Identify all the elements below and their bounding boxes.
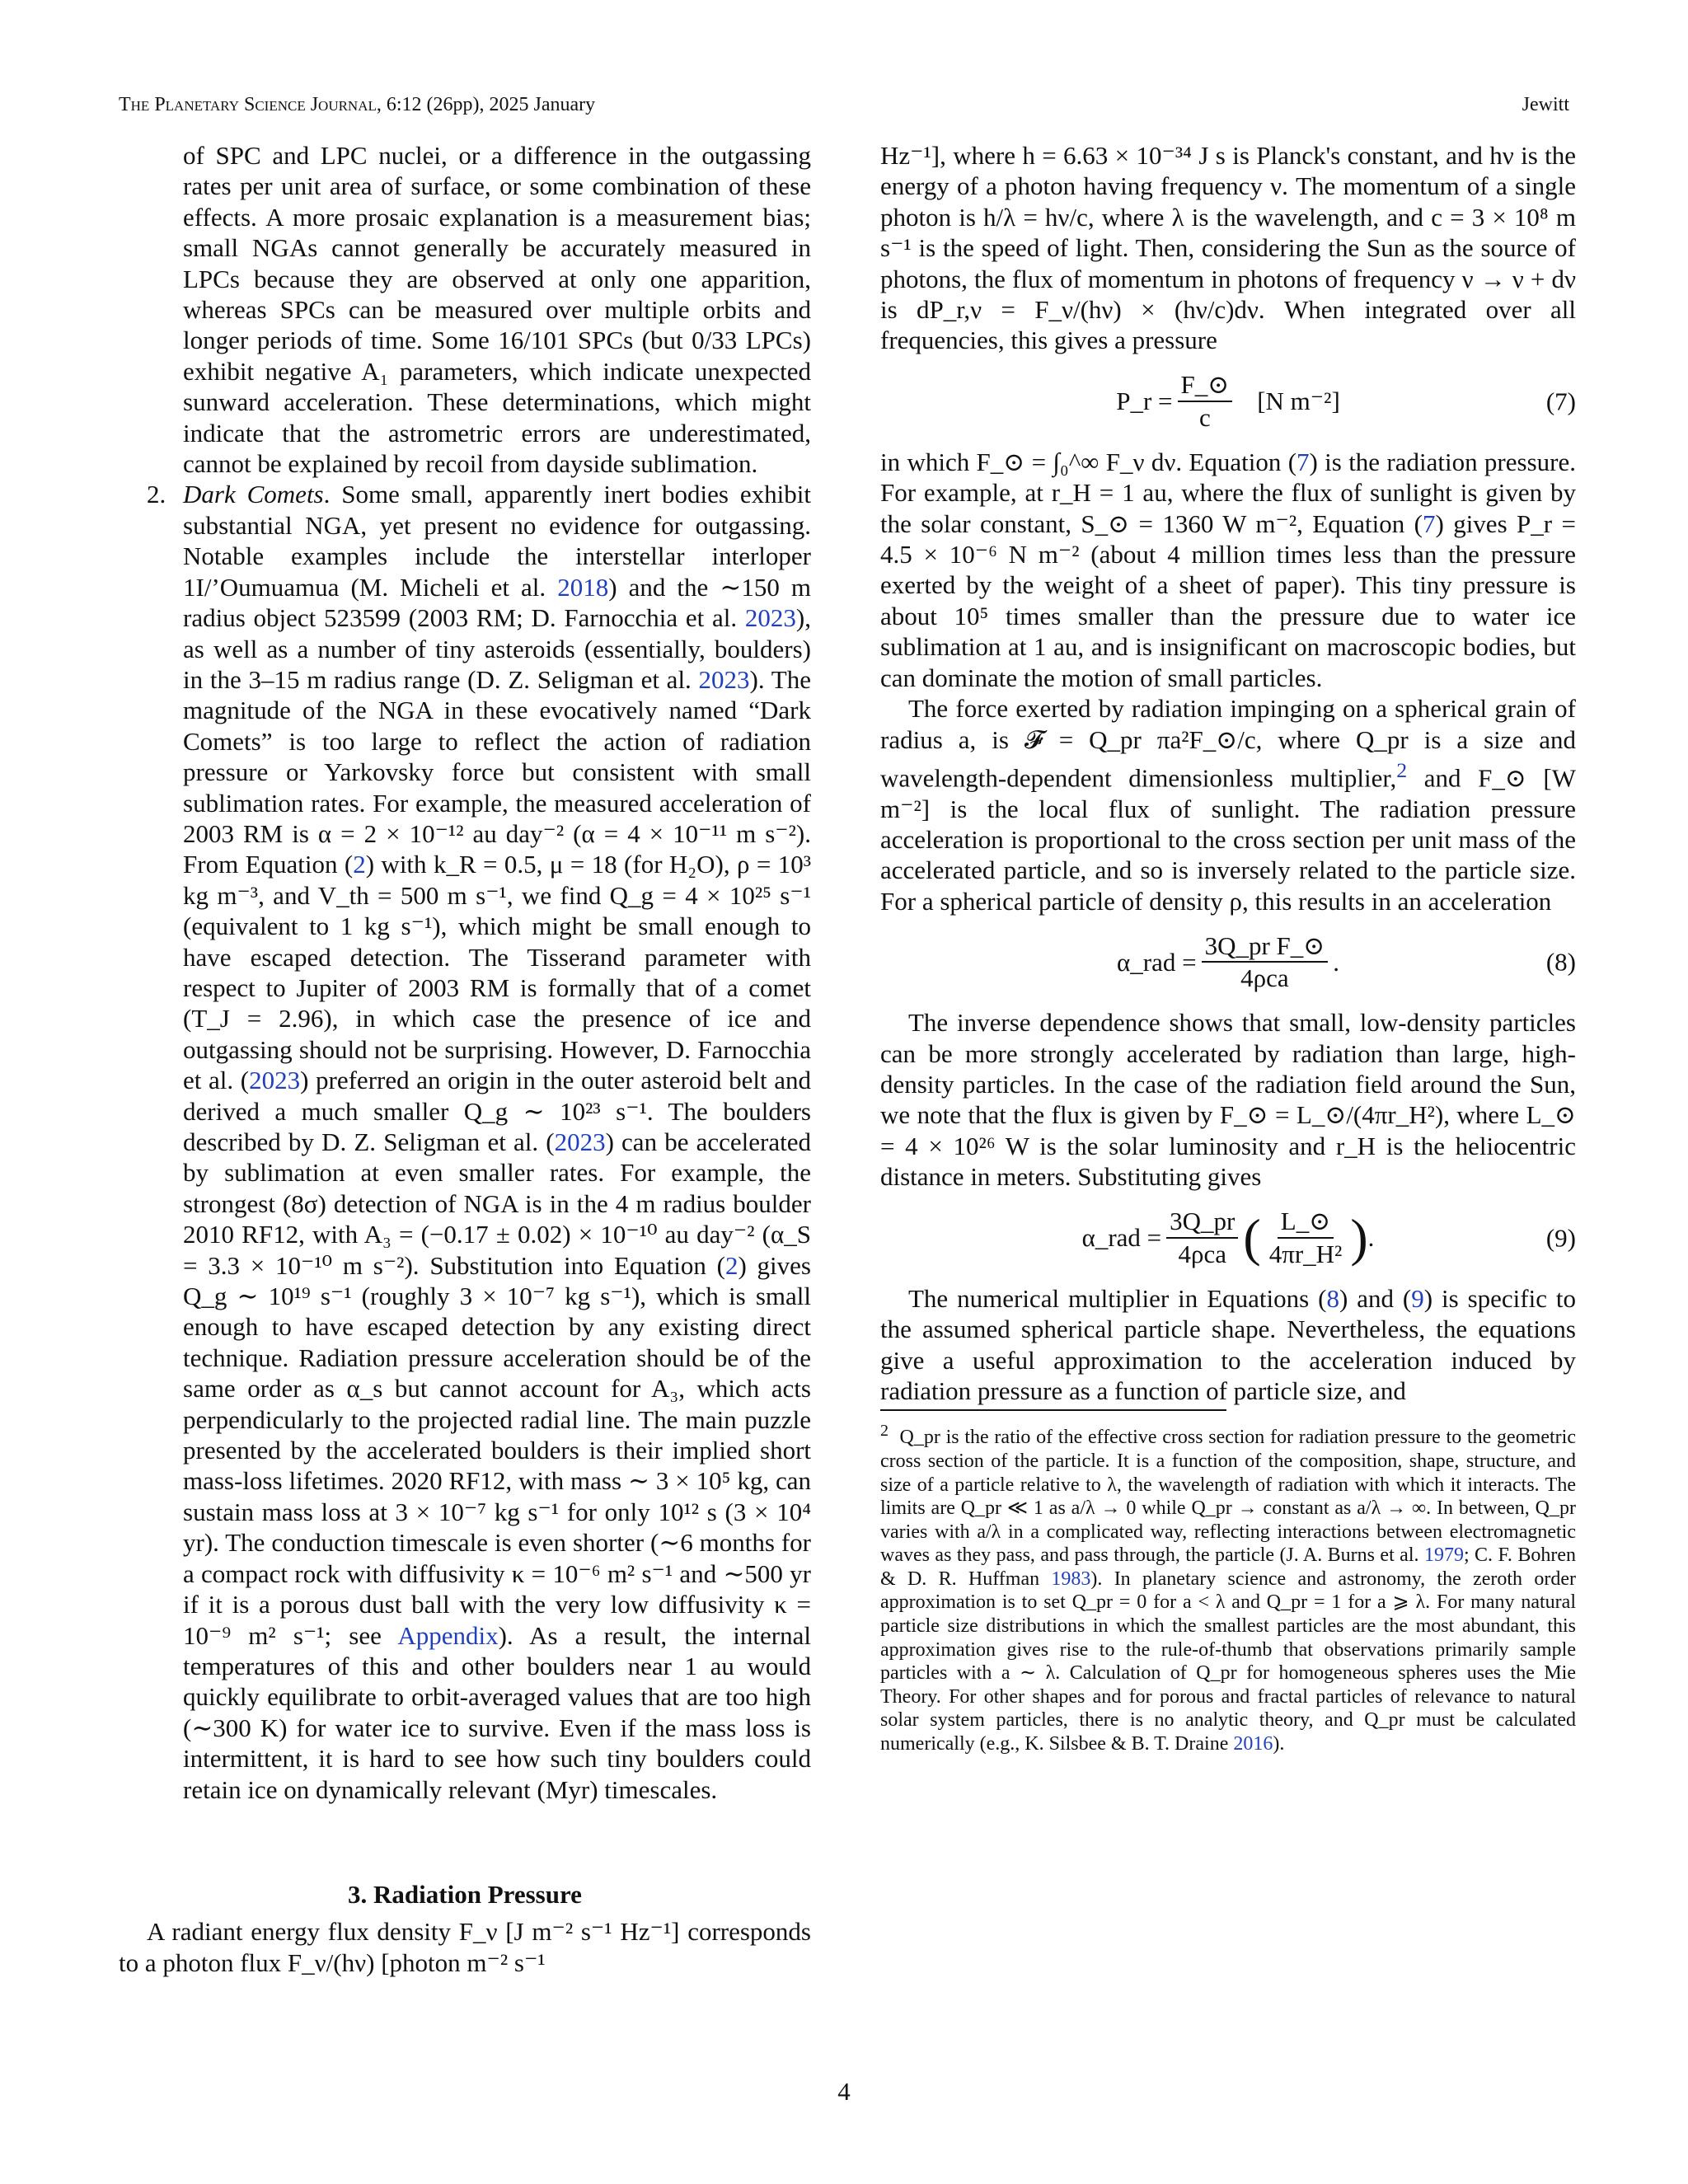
ref-seligman-link[interactable]: 2023 bbox=[698, 664, 750, 694]
eq9-label: (9) bbox=[1545, 1223, 1576, 1252]
paragraph-radiation-pressure bbox=[880, 447, 1576, 693]
footnote-2-link[interactable]: 2 bbox=[1396, 757, 1408, 782]
footnote-text: ). In planetary science and astronomy, the zeroth order approximation is to set Q_pr = 0 for a < λ and Q_pr = 1 for a ⩾ λ. For many natural particle size distributions in which the smallest particles are the most abundant, this approximation gives rise to the rule-of-thumb that observations primarily sample particles with a ∼ λ. Calculation of Q_pr for homogeneous spheres uses the Mie Theory. For other shapes and for porous and fractal particles of relevance to natural solar system particles, there is no analytic theory, and Q_pr must be calculated numerically (e.g., K. Silsbee & B. T. Draine bbox=[880, 1568, 1576, 1755]
eq7-numerator: F_⊙ bbox=[1178, 369, 1233, 401]
ref-equation-7-link[interactable]: 7 bbox=[1296, 447, 1310, 476]
header-author: Jewitt bbox=[1522, 94, 1569, 115]
eq9-numerator-2: L_⊙ bbox=[1278, 1206, 1334, 1238]
eq7-units: [N m⁻²] bbox=[1257, 387, 1340, 416]
section-paragraph: A radiant energy flux density F_ν [J m⁻² s⁻¹ Hz⁻¹] corresponds to a photon flux F_ν/(hν) [photon m⁻² s⁻¹ bbox=[119, 1917, 811, 1977]
equation-7 bbox=[880, 356, 1576, 447]
text-part: and F_⊙ [W m⁻²] is the local flux of sunlight. The radiation pressure acceleration is proportional to the cross section per unit mass of the accelerated particle, and so is inversely related to the particle size. For a spherical particle of density ρ, this results in an acceleration bbox=[880, 763, 1576, 916]
page-number: 4 bbox=[837, 2077, 851, 2106]
equation-9 bbox=[880, 1193, 1576, 1283]
item2-title: Dark Comets bbox=[183, 480, 324, 509]
text-part: The numerical multiplier in Equations ( bbox=[908, 1283, 1327, 1313]
item2-text-part: . Some small, apparently inert bodies exhibit substantial NGA, yet present no evidence for outgassing. Notable examples include the interstellar interloper 1I/’Oumuamua (M. Micheli et al. bbox=[183, 480, 811, 602]
eq7-lhs: P_r = bbox=[1116, 387, 1173, 416]
right-paren: ) bbox=[1350, 1207, 1368, 1267]
footnote-text: ). bbox=[1273, 1733, 1285, 1755]
item2-text-part: ). The magnitude of the NGA in these evocatively named “Dark Comets” is too large to reflect the action of radiation pressure or Yarkovsky force but consistent with small sublimation rates. For example, the measured acceleration of 2003 RM is α = 2 × 10⁻¹² au day⁻² (α = 4 × 10⁻¹¹ m s⁻²). From Equation ( bbox=[183, 664, 811, 879]
item2-text-part: ) and the ∼150 m radius object 523599 (2003 RM; D. Farnocchia et al. bbox=[183, 572, 811, 633]
footnote-divider bbox=[880, 1409, 1226, 1411]
footnote-number: 2 bbox=[880, 1422, 889, 1441]
ref-farnocchia-link[interactable]: 2023 bbox=[744, 603, 796, 633]
eq8-fraction bbox=[1202, 930, 1329, 994]
ref-equation-2-link[interactable]: 2 bbox=[724, 1250, 738, 1280]
text-part: ) gives P_r = 4.5 × 10⁻⁶ N m⁻² (about 4 million times less than the pressure exerted by the weight of a sheet of paper). This tiny pressure is about 10⁵ times smaller than the pressure due to water ice sublimation at 1 au, and is insignificant on macroscopic bodies, but can dominate the motion of small particles. bbox=[880, 509, 1576, 692]
text-part: ) and ( bbox=[1339, 1283, 1412, 1313]
eq9-denominator-1: 4ρca bbox=[1178, 1239, 1227, 1268]
text-part: ) is the radiation pressure. For example, at r_H = 1 au, where the flux of sunlight is given by the solar constant, S_⊙ = 1360 W m⁻², Equation ( bbox=[880, 447, 1576, 538]
equation-8 bbox=[880, 916, 1576, 1007]
eq8-lhs: α_rad = bbox=[1117, 947, 1197, 977]
item2-text-part: ) with k_R = 0.5, μ = 18 (for H₂O), ρ = 10³ kg m⁻³, and V_th = 500 m s⁻¹, we find Q_g = 4 × 10²⁵ s⁻¹ (equivalent to 1 kg s⁻¹), which might be small enough to have escaped detection. The Tisserand parameter with respect to Jupiter of 2003 RM is formally that of a comet (T_J = 2.96), in which case the presence of ice and outgassing should not be surprising. However, D. Farnocchia et al. ( bbox=[183, 850, 812, 1095]
left-paren: ( bbox=[1243, 1207, 1261, 1267]
journal-name: The Planetary Science Journal bbox=[119, 94, 377, 115]
eq9-lhs: α_rad = bbox=[1081, 1223, 1162, 1252]
citation: , 6:12 (26pp), 2025 January bbox=[376, 94, 596, 115]
ref-equation-9-link[interactable]: 9 bbox=[1411, 1283, 1424, 1313]
right-column bbox=[880, 140, 1576, 1756]
footnote-text: Q_pr is the ratio of the effective cross section for radiation pressure to the geometric cross section of the particle. It is a function of the composition, shape, structure, and size of a particle relative to λ, the wavelength of radiation with which it interacts. The limits are Q_pr ≪ 1 as a/λ → 0 while Q_pr → constant as a/λ → ∞. In between, Q_pr varies with a/λ in a complicated way, reflecting interactions between electromagnetic waves as they pass, and pass through, the particle (J. A. Burns et al. bbox=[880, 1427, 1576, 1567]
list-item-1-continued bbox=[119, 140, 811, 479]
eq8-tail: . bbox=[1333, 947, 1339, 977]
item1-text: of SPC and LPC nuclei, or a difference in the outgassing rates per unit area of surface, or some combination of these effects. A more prosaic explanation is a measurement bias; small NGAs cannot generally be accurately measured in LPCs because they are observed at only one apparition, whereas SPCs can be measured over multiple orbits and longer periods of time. Some 16/101 SPCs (but 0/33 LPCs) exhibit negative A₁ parameters, which indicate unexpected sunward acceleration. These determinations, which might indicate that the astrometric errors are underestimated, cannot be explained by recoil from dayside sublimation. bbox=[183, 141, 811, 479]
item2-text-part: ) gives Q_g ∼ 10¹⁹ s⁻¹ (roughly 3 × 10⁻⁷ kg s⁻¹), which is small enough to have escaped detection by any existing direct technique. Radiation pressure acceleration should be of the same order as α_s but cannot account for A₃, which acts perpendicularly to the projected radial line. The main puzzle presented by the accelerated boulders is their implied short mass-loss lifetimes. 2020 RF12, with mass ∼ 3 × 10⁵ kg, can sustain mass loss at 3 × 10⁻⁷ kg s⁻¹ for only 10¹² s (3 × 10⁴ yr). The conduction timescale is even shorter (∼6 months for a compact rock with diffusivity κ = 10⁻⁶ m² s⁻¹ and ∼500 yr if it is a porous dust ball with the very low diffusivity κ = 10⁻⁹ m² s⁻¹; see bbox=[183, 1250, 811, 1650]
eq9-fraction-1 bbox=[1166, 1206, 1238, 1269]
footnote-text: ; C. F. Bohren & D. R. Huffman bbox=[880, 1544, 1576, 1590]
eq8-label: (8) bbox=[1545, 947, 1576, 977]
left-column bbox=[119, 140, 811, 1978]
item2-number: 2. bbox=[147, 480, 166, 509]
text-part: ) is specific to the assumed spherical particle shape. Nevertheless, the equations give a useful approximation to the acceleration induced by radiation pressure as a function of particle size, and bbox=[880, 1283, 1576, 1405]
ref-silsbee-link[interactable]: 2016 bbox=[1233, 1733, 1273, 1755]
item2-text-part: ). As a result, the internal temperatures of this and other boulders near 1 au would quickly equilibrate to orbit-averaged values that are too high (∼300 K) for water ice to survive. Even if the mass loss is intermittent, it is hard to see how such tiny boulders could retain ice on dynamically relevant (Myr) timescales. bbox=[183, 1620, 811, 1804]
section-heading: 3. Radiation Pressure bbox=[348, 1879, 582, 1909]
paragraph-force bbox=[880, 693, 1576, 916]
list-item-2 bbox=[119, 479, 811, 1804]
eq8-denominator: 4ρca bbox=[1240, 963, 1289, 993]
eq9-tail: . bbox=[1367, 1223, 1375, 1252]
running-header bbox=[119, 94, 595, 116]
item2-text bbox=[183, 479, 811, 1804]
ref-bohren-link[interactable]: 1983 bbox=[1051, 1568, 1091, 1590]
eq8-numerator: 3Q_pr F_⊙ bbox=[1202, 930, 1329, 963]
item2-text-part: ), as well as a number of tiny asteroids (essentially, boulders) in the 3–15 m radius range (D. Z. Seligman et al. bbox=[183, 603, 811, 694]
eq9-numerator-1: 3Q_pr bbox=[1166, 1206, 1238, 1238]
paragraph-numerical-multiplier bbox=[880, 1283, 1576, 1407]
eq9-fraction-2 bbox=[1266, 1206, 1346, 1269]
text-part: The force exerted by radiation impinging on a spherical grain of radius a, is 𝓕 = Q_pr πa²F_⊙/c, where Q_pr is a size and wavelength-dependent dimensionless multiplier, bbox=[880, 694, 1576, 793]
eq7-denominator: c bbox=[1198, 402, 1211, 432]
eq7-fraction bbox=[1178, 369, 1233, 433]
ref-equation-2-link[interactable]: 2 bbox=[353, 850, 366, 879]
ref-seligman-link[interactable]: 2023 bbox=[554, 1127, 606, 1156]
footnote-2 bbox=[880, 1419, 1576, 1755]
eq7-label: (7) bbox=[1545, 387, 1576, 416]
item2-text-part: ) preferred an origin in the outer asteroid belt and derived a much smaller Q_g ∼ 10²³ s⁻¹. The boulders described by D. Z. Seligman et al. ( bbox=[183, 1066, 811, 1156]
paragraph-photon-momentum: Hz⁻¹], where h = 6.63 × 10⁻³⁴ J s is Planck's constant, and hν is the energy of a photon having frequency ν. The momentum of a single photon is h/λ = hν/c, where λ is the wavelength, and c = 3 × 10⁸ m s⁻¹ is the speed of light. Then, considering the Sun as the source of photons, the flux of momentum in photons of frequency ν → ν + dν is dP_r,ν = F_ν/(hν) × (hν/c)dν. When integrated over all frequencies, this gives a pressure bbox=[880, 141, 1576, 355]
appendix-link[interactable]: Appendix bbox=[397, 1620, 499, 1650]
ref-farnocchia-link[interactable]: 2023 bbox=[249, 1066, 301, 1095]
ref-equation-7-link[interactable]: 7 bbox=[1422, 509, 1436, 538]
eq9-denominator-2: 4πr_H² bbox=[1268, 1239, 1343, 1268]
ref-equation-8-link[interactable]: 8 bbox=[1326, 1283, 1339, 1313]
item2-text-part: ) can be accelerated by sublimation at even smaller rates. For example, the strongest (8σ) detection of NGA is in the 4 m radius boulder 2010 RF12, with A₃ = (−0.17 ± 0.02) × 10⁻¹⁰ au day⁻² (α_S = 3.3 × 10⁻¹⁰ m s⁻²). Substitution into Equation ( bbox=[183, 1127, 811, 1280]
ref-burns-link[interactable]: 1979 bbox=[1423, 1544, 1464, 1567]
ref-micheli-link[interactable]: 2018 bbox=[557, 572, 609, 602]
paragraph-inverse-dependence: The inverse dependence shows that small, low-density particles can be more strongly accelerated by radiation than large, high-density particles. In the case of the radiation field around the Sun, we note that the flux is given by F_⊙ = L_⊙/(4πr_H²), where L_⊙ = 4 × 10²⁶ W is the solar luminosity and r_H is the heliocentric distance in meters. Substituting gives bbox=[880, 1008, 1576, 1192]
text-part: in which F_⊙ = ∫₀^∞ F_ν dν. Equation ( bbox=[880, 447, 1297, 476]
